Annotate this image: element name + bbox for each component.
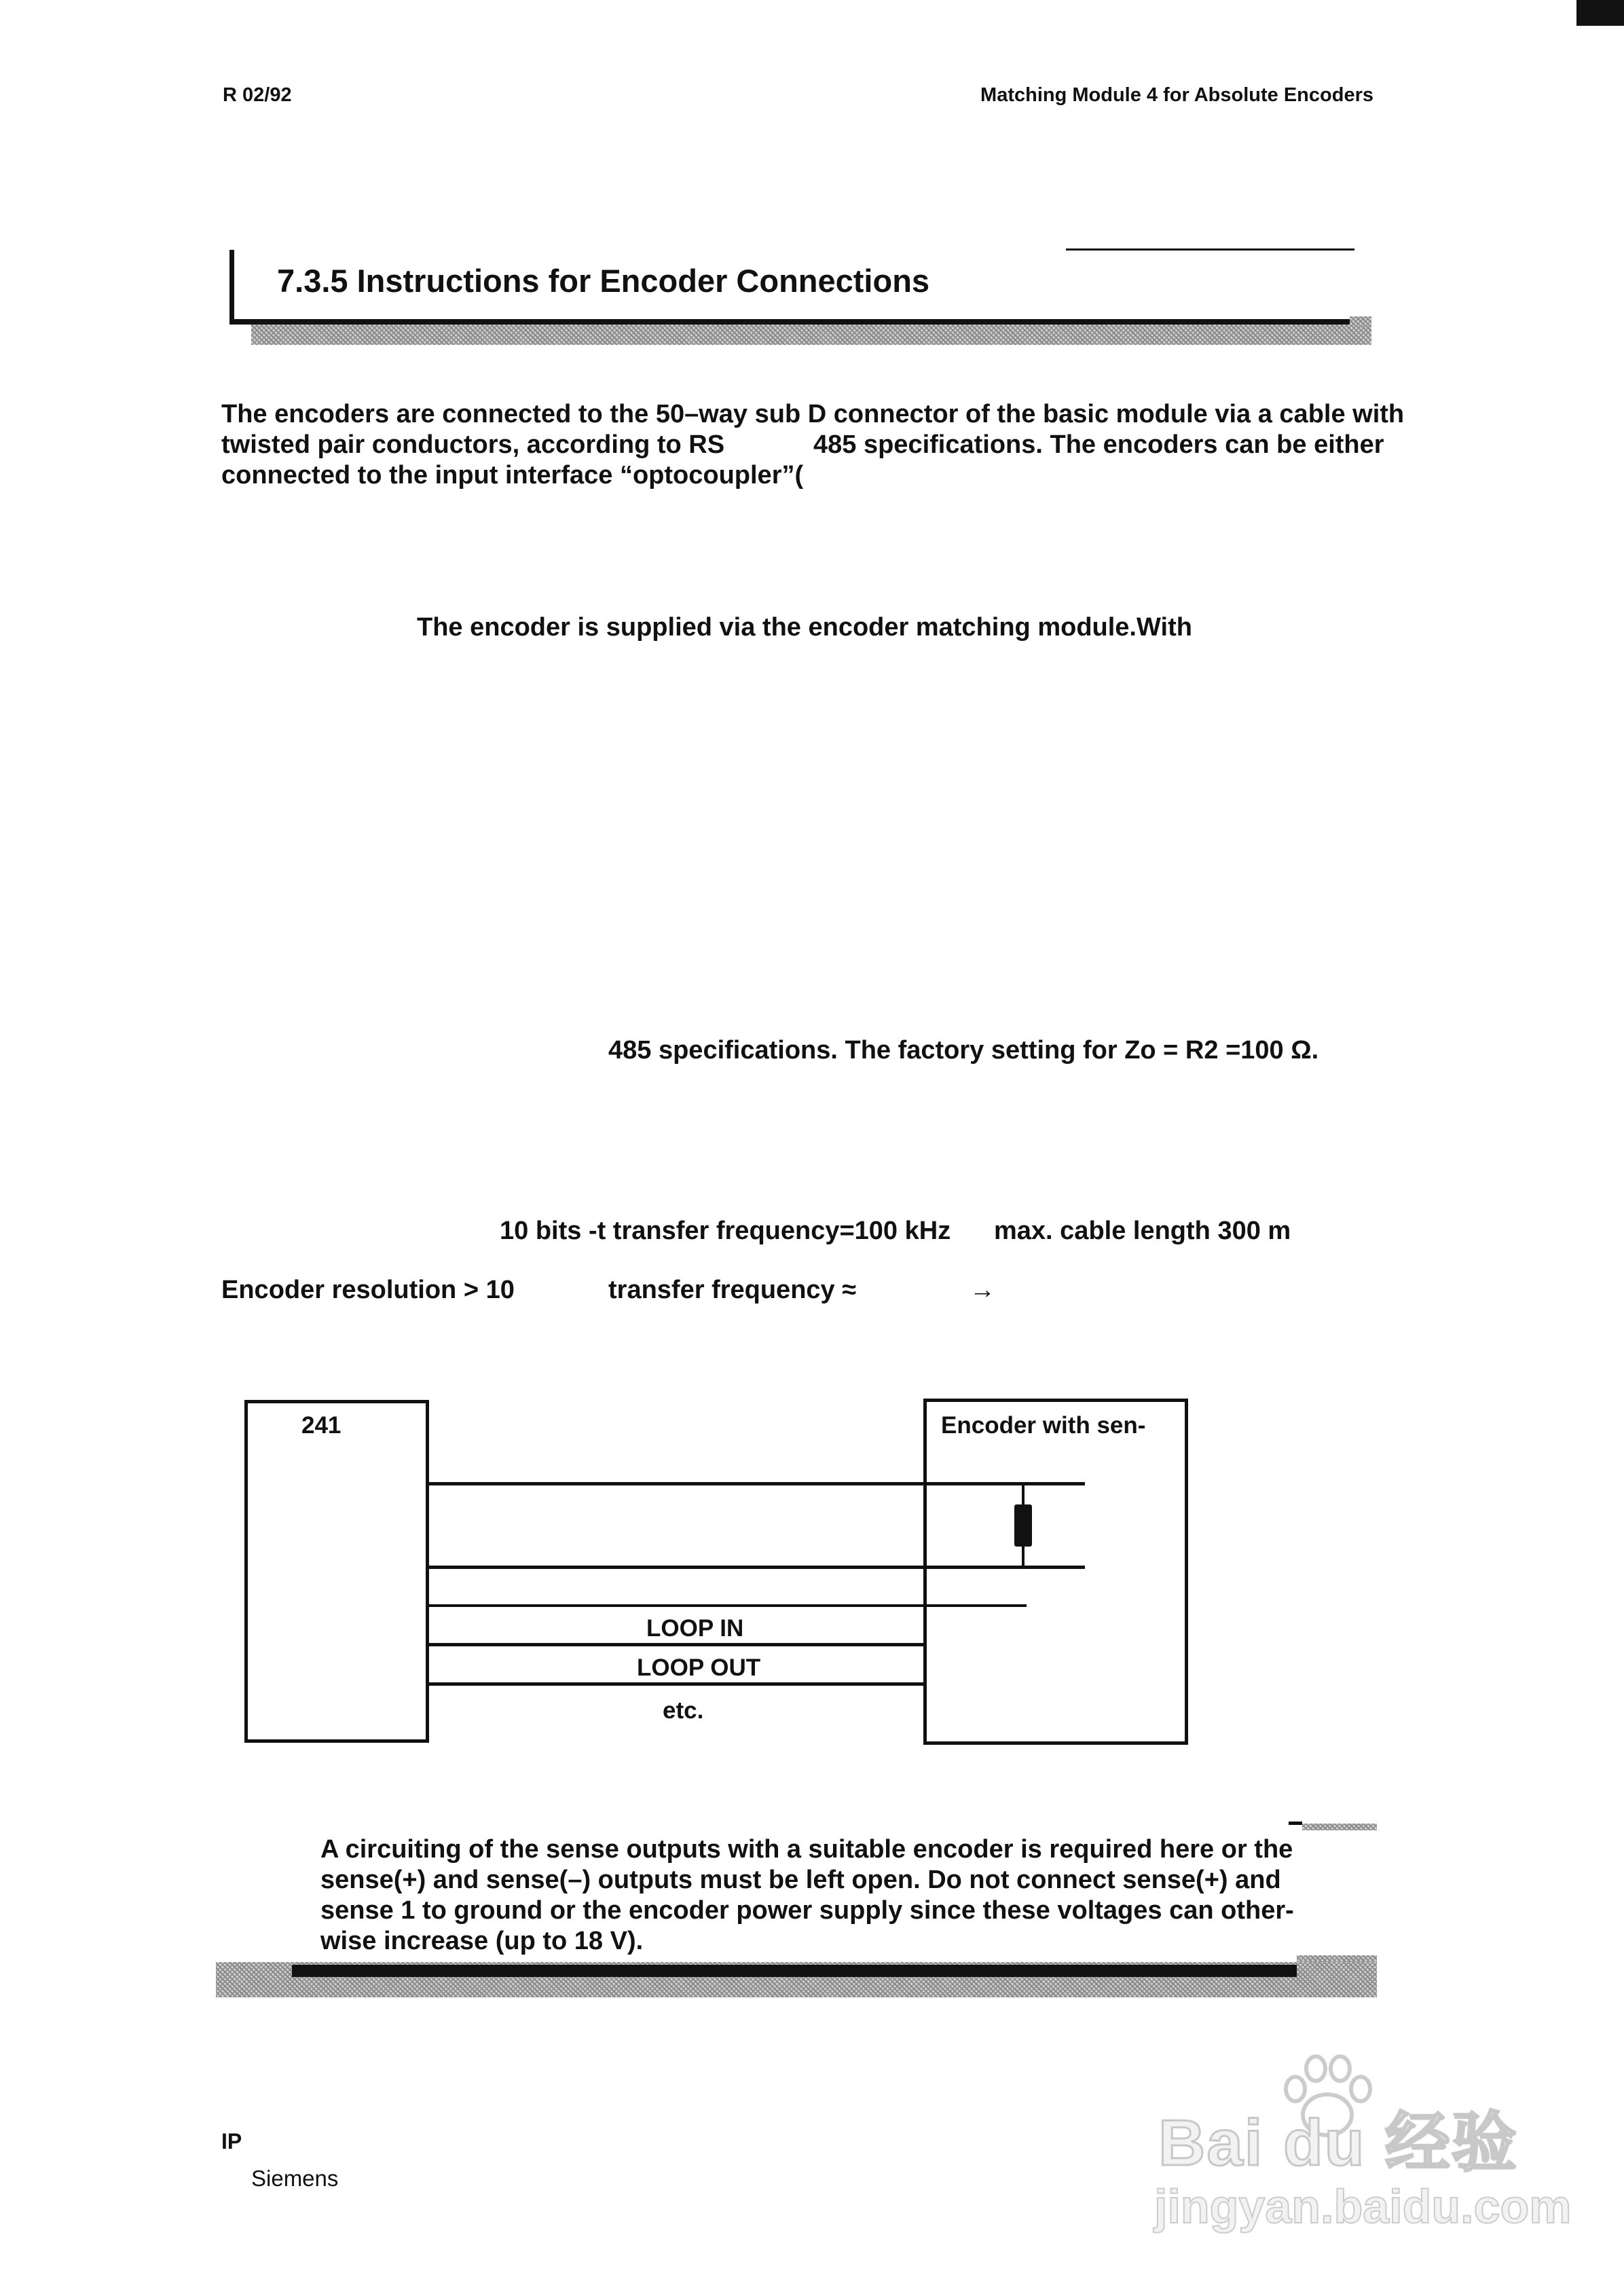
loop-in-label: LOOP IN: [646, 1615, 744, 1642]
heading-left-bar: [229, 250, 234, 322]
transfer-line-2a: Encoder resolution > 10: [221, 1276, 515, 1304]
loop-out-label: LOOP OUT: [637, 1655, 761, 1681]
wire-1: [429, 1482, 1085, 1485]
note-top-shade: [1302, 1824, 1377, 1830]
note-top-mark: [1289, 1822, 1302, 1825]
note-bottom-shade-right: [1297, 1955, 1377, 1962]
note-line-2: sense(+) and sense(–) outputs must be left open. Do not connect sense(+) and: [320, 1866, 1281, 1894]
intro-line-2a: twisted pair conductors, according to RS: [221, 430, 725, 459]
wire-2: [429, 1566, 1085, 1569]
encoder-box-label: Encoder with sen-: [941, 1412, 1146, 1439]
intro-line-3: connected to the input interface “optocoupler”(: [221, 461, 804, 489]
left-module-box: [244, 1400, 429, 1743]
arrow-right-icon: →: [970, 1276, 995, 1304]
wire-3: [429, 1604, 1027, 1607]
intro-line-2b: 485 specifications. The encoders can be either: [813, 430, 1384, 459]
heading-underline: [229, 319, 1350, 325]
left-box-label: 241: [301, 1412, 342, 1439]
note-line-3: sense 1 to ground or the encoder power supply since these voltages can other-: [320, 1896, 1294, 1925]
section-title: 7.3.5 Instructions for Encoder Connections: [277, 263, 930, 299]
encoder-box: [923, 1399, 1188, 1745]
footer-mark: IP: [221, 2129, 242, 2154]
etc-label: etc.: [663, 1697, 704, 1724]
wire-loop-out: [429, 1682, 923, 1686]
header-right: Matching Module 4 for Absolute Encoders: [980, 84, 1373, 106]
resistor-lead-bottom: [1022, 1545, 1025, 1567]
header-left: R 02/92: [223, 84, 292, 106]
heading-shade-end: [1350, 316, 1371, 326]
heading-top-rule: [1066, 248, 1354, 251]
intro-line-1: The encoders are connected to the 50–way sub D connector of the basic module via a cable with: [221, 400, 1405, 428]
watermark-url: jingyan.baidu.com: [1154, 2180, 1572, 2233]
spec-text: 485 specifications. The factory setting for Zo = R2 =100 Ω.: [608, 1036, 1319, 1065]
resistor-lead-top: [1022, 1484, 1025, 1506]
corner-mark: [1576, 0, 1624, 26]
transfer-line-2b: transfer frequency ≈: [608, 1276, 857, 1304]
note-bottom-rule: [292, 1965, 1297, 1977]
note-line-1: A circuiting of the sense outputs with a suitable encoder is required here or the: [320, 1835, 1293, 1864]
heading-shade-band: [251, 325, 1371, 345]
wire-loop-in: [429, 1643, 923, 1646]
resistor-icon: [1014, 1504, 1032, 1547]
watermark-brand: Bai du 经验: [1158, 2107, 1519, 2179]
note-line-4: wise increase (up to 18 V).: [320, 1927, 644, 1955]
transfer-line-1b: max. cable length 300 m: [994, 1217, 1291, 1245]
footer-company: Siemens: [251, 2166, 339, 2191]
transfer-line-1a: 10 bits -t transfer frequency=100 kHz: [500, 1217, 951, 1245]
supply-text: The encoder is supplied via the encoder matching module.With: [417, 613, 1192, 642]
